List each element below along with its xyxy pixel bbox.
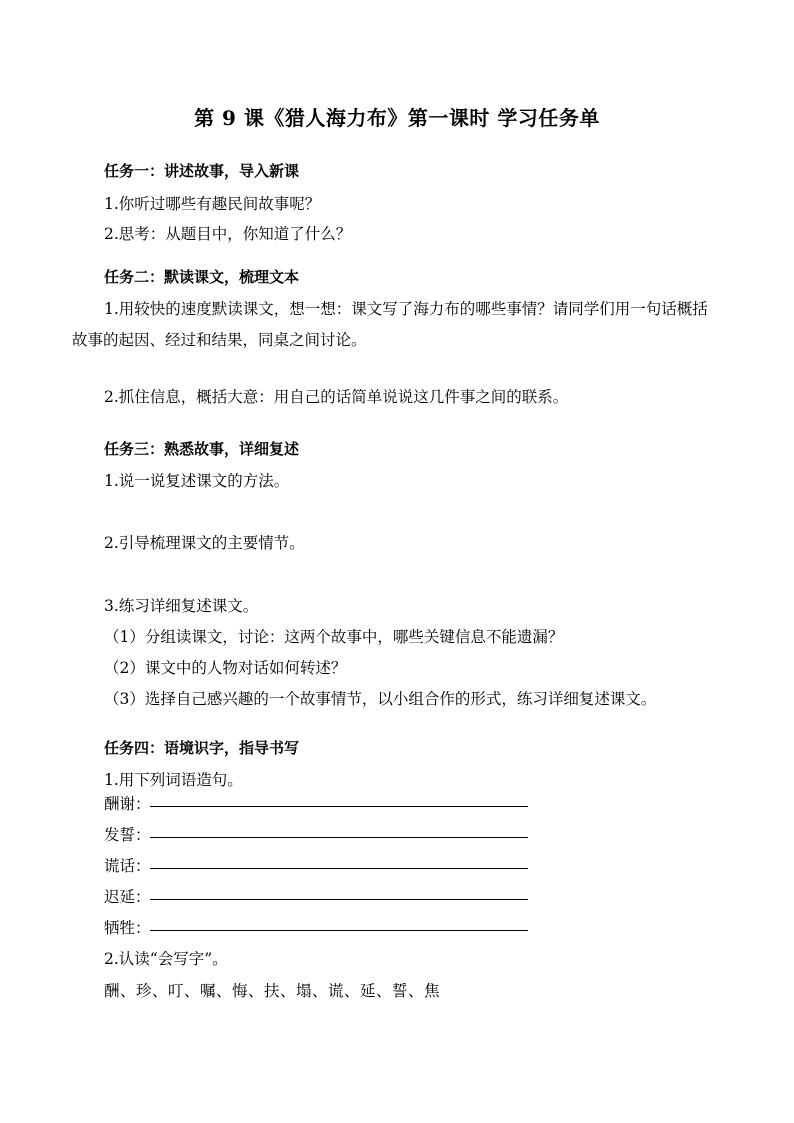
task2-question-2: 2.抓住信息，概括大意：用自己的话简单说说这几件事之间的联系。	[104, 388, 569, 406]
task3-sub-2: （2）课文中的人物对话如何转述？	[104, 659, 347, 677]
task2-question-1-line2: 故事的起因、经过和结果，同桌之间讨论。	[72, 331, 367, 349]
sentence-row	[104, 792, 151, 814]
task2-heading: 任务二：默读课文，梳理文本	[104, 268, 300, 286]
task3-sub-3: （3）选择自己感兴趣的一个故事情节，以小组合作的形式，练习详细复述课文。	[104, 690, 657, 708]
task3-heading: 任务三：熟悉故事，详细复述	[104, 440, 300, 458]
task3-sub-1: （1）分组读课文，讨论：这两个故事中，哪些关键信息不能遗漏？	[104, 628, 564, 646]
task3-question-2: 2.引导梳理课文的主要情节。	[104, 534, 305, 552]
task4-characters: 酬、珍、叮、嘱、悔、扶、塌、谎、延、誓、焦	[104, 982, 441, 1000]
word-label: 酬谢：	[104, 795, 151, 813]
answer-line[interactable]	[150, 899, 528, 900]
task1-question-2: 2.思考：从题目中，你知道了什么？	[104, 225, 352, 243]
sentence-row	[104, 854, 151, 876]
answer-line[interactable]	[150, 806, 528, 807]
sentence-row	[104, 823, 151, 845]
task1-heading: 任务一：讲述故事，导入新课	[104, 162, 300, 180]
sentence-row	[104, 916, 151, 938]
answer-line[interactable]	[150, 837, 528, 838]
sentence-row	[104, 885, 151, 907]
task1-question-1: 1.你听过哪些有趣民间故事呢？	[104, 195, 321, 213]
answer-line[interactable]	[150, 930, 528, 931]
task4-heading: 任务四：语境识字，指导书写	[104, 739, 300, 757]
task3-question-3: 3.练习详细复述课文。	[104, 597, 259, 615]
word-label: 迟延：	[104, 888, 151, 906]
word-label: 牺牲：	[104, 919, 151, 937]
answer-line[interactable]	[150, 868, 528, 869]
word-label: 谎话：	[104, 857, 151, 875]
task3-question-1: 1.说一说复述课文的方法。	[104, 472, 290, 490]
word-label: 发誓：	[104, 826, 151, 844]
task4-question-2: 2.认读“会写字”。	[104, 950, 228, 968]
task4-question-1: 1.用下列词语造句。	[104, 771, 243, 789]
task2-question-1-line1: 1.用较快的速度默读课文，想一想：课文写了海力布的哪些事情？请同学们用一句话概括	[104, 300, 708, 318]
page-title: 第 9 课《猎人海力布》第一课时 学习任务单	[194, 106, 600, 130]
